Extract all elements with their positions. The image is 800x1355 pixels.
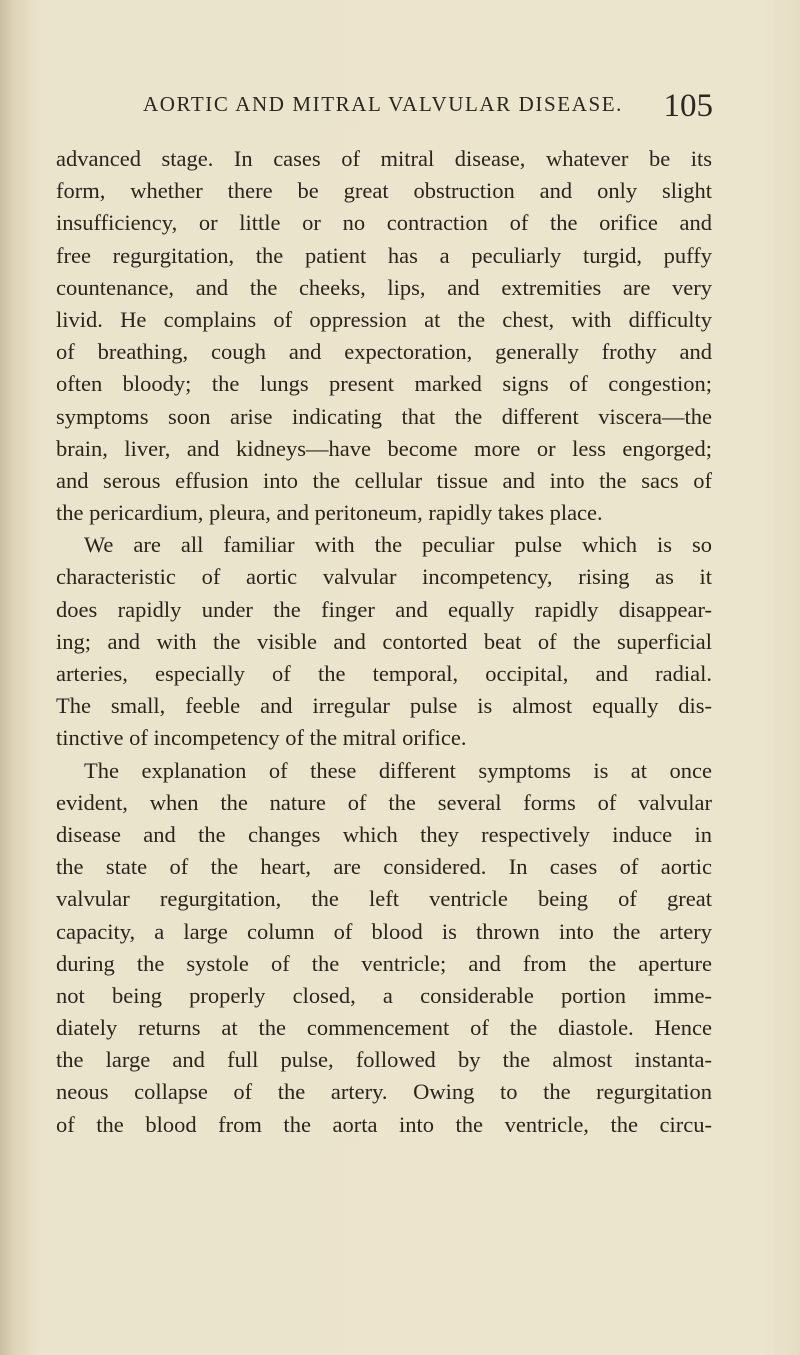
text-line: form, whether there be great obstruction and only slight <box>56 178 712 204</box>
text-line: capacity, a large column of blood is thrown into the artery <box>56 918 712 944</box>
text-line: livid. He complains of oppression at the chest, with difficulty <box>56 306 712 332</box>
text-line: and serous effusion into the cellular tissue and into the sacs of <box>56 467 712 493</box>
text-line: tinctive of incompetency of the mitral orifice. <box>56 725 467 751</box>
text-line: the state of the heart, are considered. In cases of aortic <box>56 854 712 880</box>
text-line: free regurgitation, the patient has a peculiarly turgid, puffy <box>56 242 712 268</box>
text-line: brain, liver, and kidneys—have become more or less engorged; <box>56 435 712 461</box>
body-text <box>56 143 712 1141</box>
text-line: evident, when the nature of the several forms of valvular <box>56 789 712 815</box>
text-line: disease and the changes which they respectively induce in <box>56 821 712 847</box>
running-head <box>143 86 713 126</box>
text-line: symptoms soon arise indicating that the different viscera—the <box>56 403 712 429</box>
text-line: not being properly closed, a considerable portion imme- <box>56 982 712 1008</box>
text-line: during the systole of the ventricle; and from the aperture <box>56 950 712 976</box>
text-line: often bloody; the lungs present marked signs of congestion; <box>56 371 712 397</box>
page-number: 105 <box>663 88 713 124</box>
text-line: neous collapse of the artery. Owing to the regurgitation <box>56 1079 712 1105</box>
text-line: of breathing, cough and expectoration, generally frothy and <box>56 339 712 365</box>
text-line: The small, feeble and irregular pulse is almost equally dis- <box>56 693 712 719</box>
text-line: diately returns at the commencement of the diastole. Hence <box>56 1015 712 1041</box>
text-line: characteristic of aortic valvular incompetency, rising as it <box>56 564 712 590</box>
text-line: the pericardium, pleura, and peritoneum, rapidly takes place. <box>56 500 603 526</box>
text-line: does rapidly under the finger and equally rapidly disappear- <box>56 596 712 622</box>
text-line: We are all familiar with the peculiar pulse which is so <box>84 532 712 558</box>
text-line: advanced stage. In cases of mitral disease, whatever be its <box>56 146 712 171</box>
text-line: insufficiency, or little or no contraction of the orifice and <box>56 210 712 236</box>
text-line: ing; and with the visible and contorted beat of the superficial <box>56 628 712 654</box>
text-line: arteries, especially of the temporal, occipital, and radial. <box>56 661 712 686</box>
text-line: countenance, and the cheeks, lips, and extremities are very <box>56 274 712 300</box>
text-line: The explanation of these different symptoms is at once <box>84 757 712 783</box>
text-line: the large and full pulse, followed by the almost instanta- <box>56 1047 712 1073</box>
text-line: valvular regurgitation, the left ventricle being of great <box>56 886 712 912</box>
text-line: of the blood from the aorta into the ventricle, the circu- <box>56 1111 712 1137</box>
chapter-title: AORTIC AND MITRAL VALVULAR DISEASE. <box>143 92 624 116</box>
